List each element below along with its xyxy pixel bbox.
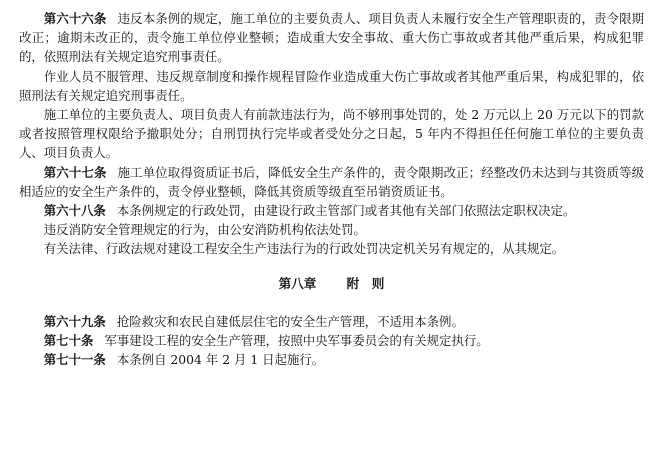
article-67-paragraph [19, 163, 644, 201]
article-70-paragraph [19, 331, 644, 350]
article-66-paragraph [19, 9, 644, 67]
paragraph-other-laws [19, 239, 644, 258]
paragraph-text: 有关法律、行政法规对建设工程安全生产违法行为的行政处罚决定机关另有规定的，从其规定。 [43, 241, 565, 257]
article-number: 第七十条 [43, 333, 94, 349]
article-text: 施工单位取得资质证书后，降低安全生产条件的，责令限期改正；经整改仍未达到与其资质等级相适应的安全生产条件的，责令停业整顿，降低其资质等级直至吊销资质证书。 [19, 164, 645, 199]
article-number: 第七十一条 [43, 352, 106, 368]
chapter-heading [19, 274, 644, 293]
paragraph-text: 作业人员不服管理、违反规章制度和操作规程冒险作业造成重大伤亡事故或者其他严重后果，构成犯罪的，依照刑法有关规定追究刑事责任。 [19, 68, 644, 103]
article-text: 抢险救灾和农民自建低层住宅的安全生产管理，不适用本条例。 [116, 313, 464, 329]
article-text: 军事建设工程的安全生产管理，按照中央军事委员会的有关规定执行。 [104, 333, 489, 349]
article-number: 第六十六条 [43, 11, 107, 26]
article-text: 违反本条例的规定，施工单位的主要负责人、项目负责人未履行安全生产管理职责的，责令限期改正；逾期未改正的，责令施工单位停业整顿；造成重大安全事故、重大伤亡事故或者其他严重后果，构成犯罪的，依照刑法有关规定追究刑事责任。 [19, 11, 645, 65]
article-text: 本条例规定的行政处罚，由建设行政主管部门或者其他有关部门依照法定职权决定。 [116, 203, 576, 219]
document-page [19, 9, 644, 369]
article-number: 第六十九条 [43, 313, 106, 329]
paragraph-fines [19, 105, 644, 163]
paragraph-workers-violation [19, 67, 644, 105]
paragraph-fire-safety [19, 220, 644, 239]
paragraph-text: 施工单位的主要负责人、项目负责人有前款违法行为，尚不够刑事处罚的，处 2 万元以上 20 万元以下的罚款或者按照管理权限给予撤职处分；自刑罚执行完毕或者受处分之日起，5 年内不得担任任何施工单位的主要负责人、项目负责人。 [19, 107, 644, 161]
chapter-number: 第八章 [278, 275, 317, 291]
article-number: 第六十八条 [43, 203, 106, 219]
article-68-paragraph [19, 201, 644, 220]
paragraph-text: 违反消防安全管理规定的行为，由公安消防机构依法处罚。 [43, 222, 366, 238]
article-text: 本条例自 2004 年 2 月 1 日起施行。 [116, 352, 325, 368]
article-69-paragraph [19, 312, 644, 331]
article-number: 第六十七条 [43, 164, 107, 180]
chapter-title: 附 则 [346, 275, 385, 291]
article-71-paragraph [19, 350, 644, 369]
